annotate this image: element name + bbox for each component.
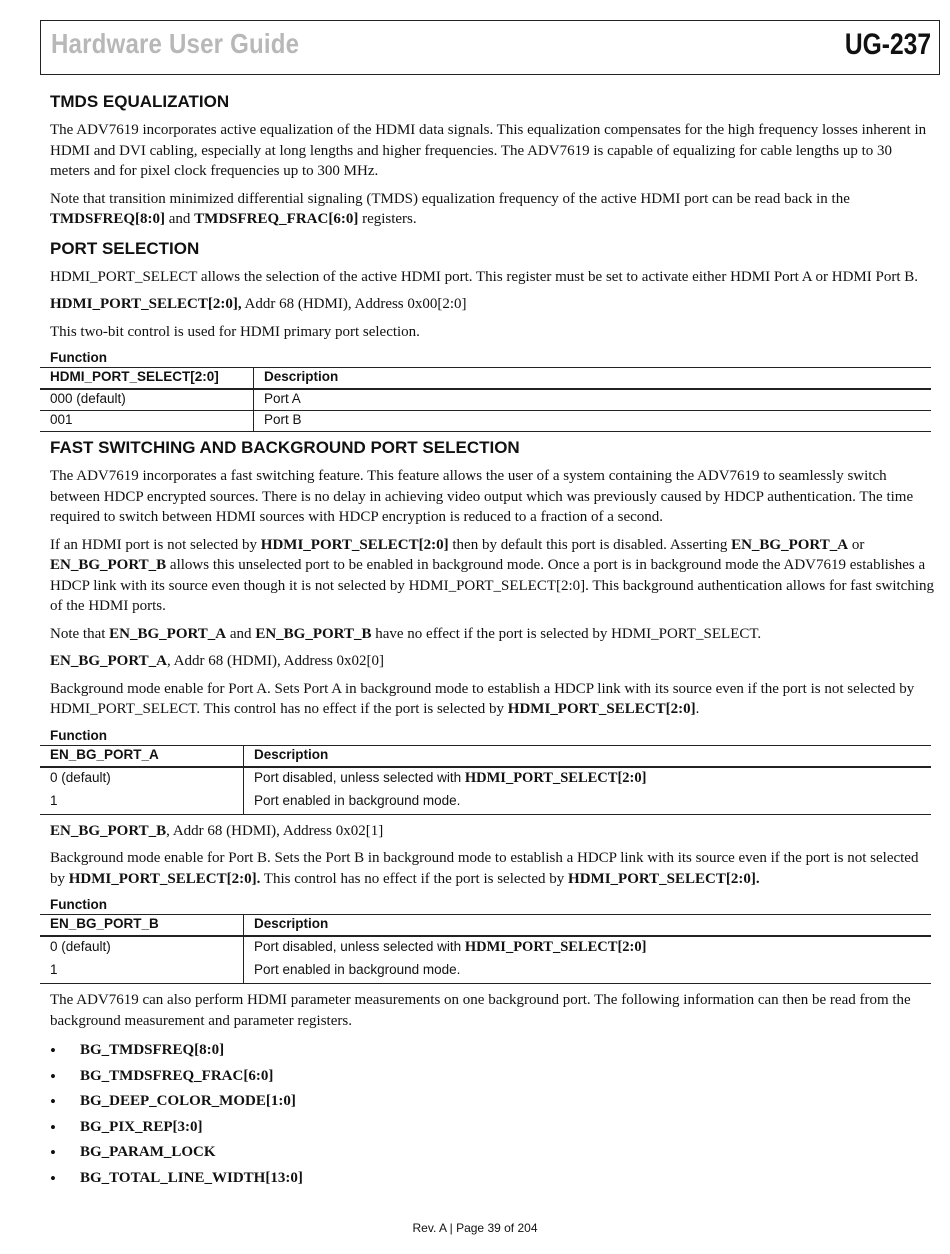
function-table [40, 367, 931, 432]
register-definition: EN_BG_PORT_B, Addr 68 (HDMI), Address 0x02[1] [50, 822, 384, 839]
paragraph: Background mode enable for Port A. Sets Port A in background mode to establish a HDCP link with its source even if the port is not selected by HDMI_PORT_SELECT. This control has no effect if the port is selected by HDMI_PORT_SELECT[2:0]. [50, 680, 915, 717]
paragraph: The ADV7619 incorporates active equalization of the HDMI data signals. This equalization compensates for the high frequency losses inherent in HDMI and DVI cabling, especially at long lengths and higher frequencies. The ADV7619 is capable of equalizing for cable lengths up to 30 meters and for pixel clock frequencies up to 300 MHz. [50, 122, 927, 179]
paragraph: The ADV7619 incorporates a fast switching feature. This feature allows the user of a system containing the ADV7619 to seamlessly switch between HDCP encrypted sources. There is no delay in achieving video output which was previously caused by HDCP authentication. The time required to switch between HDMI sources with HDCP encryption is reduced to a fraction of a second. [50, 468, 914, 525]
table-row [40, 791, 931, 815]
list-item: • BG_DEEP_COLOR_MODE[1:0] [50, 1089, 935, 1115]
register-bullet-list [50, 1038, 935, 1191]
section-heading-tmds: TMDS EQUALIZATION [50, 92, 230, 111]
paragraph: If an HDMI port is not selected by HDMI_PORT_SELECT[2:0] then by default this port is disabled. Asserting EN_BG_PORT_A or EN_BG_PORT_B allows this unselected port to be enabled in background mode. Once a port is in background mode the ADV7619 establishes a HDCP link with its source even though it is not selected by HDMI_PORT_SELECT[2:0]. This background authentication allows for fast switching of the HDMI ports. [50, 536, 934, 614]
paragraph: Note that transition minimized differential signaling (TMDS) equalization frequency of the active HDMI port can be read back in the TMDSFREQ[8:0] and TMDSFREQ_FRAC[6:0] registers. [50, 190, 850, 227]
table-cell: 001 [40, 411, 254, 432]
register-definition: EN_BG_PORT_A, Addr 68 (HDMI), Address 0x02[0] [50, 653, 385, 669]
table-row [40, 411, 931, 432]
table-row [40, 767, 931, 791]
table-header-row [40, 915, 931, 937]
document-id: UG-237 [844, 28, 931, 61]
column-header: EN_BG_PORT_A [40, 745, 244, 767]
table-cell: 000 (default) [40, 389, 254, 411]
section-heading-port-selection: PORT SELECTION [50, 238, 200, 258]
list-item: • BG_PARAM_LOCK [50, 1140, 935, 1166]
paragraph: This two-bit control is used for HDMI primary port selection. [50, 323, 420, 340]
list-item: • BG_TMDSFREQ_FRAC[6:0] [50, 1064, 935, 1090]
section-heading-fast-switching: FAST SWITCHING AND BACKGROUND PORT SELECTION [50, 438, 520, 457]
header-title: Hardware User Guide [51, 28, 300, 59]
table-cell: Port enabled in background mode. [244, 960, 932, 984]
table-cell: Port enabled in background mode. [244, 791, 932, 815]
function-table [40, 745, 931, 815]
list-item: • BG_TOTAL_LINE_WIDTH[13:0] [50, 1166, 935, 1192]
page-header [40, 20, 940, 75]
paragraph: Background mode enable for Port B. Sets the Port B in background mode to establish a HDCP link with its source even if the port is not selected by HDMI_PORT_SELECT[2:0]. This control has no effect if the port is selected by HDMI_PORT_SELECT[2:0]. [50, 850, 919, 887]
column-header: EN_BG_PORT_B [40, 915, 244, 937]
table-row [40, 960, 931, 984]
function-label: Function [50, 727, 107, 743]
table-cell: 1 [40, 960, 244, 984]
table-row [40, 936, 931, 960]
function-table [40, 914, 931, 984]
function-label: Function [50, 350, 107, 365]
table-header-row [40, 368, 931, 390]
table-row [40, 389, 931, 411]
page-content [50, 90, 935, 1191]
column-header: HDMI_PORT_SELECT[2:0] [40, 368, 254, 390]
column-header: Description [254, 368, 932, 390]
paragraph: Note that EN_BG_PORT_A and EN_BG_PORT_B have no effect if the port is selected by HDMI_PORT_SELECT. [50, 625, 762, 642]
list-item: • BG_TMDSFREQ[8:0] [50, 1038, 935, 1064]
column-header: Description [244, 915, 932, 937]
table-cell: Port disabled, unless selected with HDMI_PORT_SELECT[2:0] [254, 769, 647, 786]
table-cell: 1 [40, 791, 244, 815]
list-item: • BG_PIX_REP[3:0] [50, 1115, 935, 1141]
table-cell: 0 (default) [40, 936, 244, 960]
paragraph: The ADV7619 can also perform HDMI parameter measurements on one background port. The following information can then be read from the background measurement and parameter registers. [50, 992, 911, 1029]
table-cell: Port B [254, 411, 932, 432]
column-header: Description [244, 745, 932, 767]
paragraph: HDMI_PORT_SELECT allows the selection of the active HDMI port. This register must be set to activate either HDMI Port A or HDMI Port B. [50, 268, 919, 285]
function-label: Function [50, 897, 107, 912]
register-definition: HDMI_PORT_SELECT[2:0], Addr 68 (HDMI), Address 0x00[2:0] [50, 296, 467, 312]
table-header-row [40, 745, 931, 767]
table-cell: Port disabled, unless selected with HDMI_PORT_SELECT[2:0] [254, 939, 647, 955]
page-footer: Rev. A | Page 39 of 204 [412, 1221, 538, 1235]
table-cell: 0 (default) [40, 767, 244, 791]
table-cell: Port A [254, 389, 932, 411]
